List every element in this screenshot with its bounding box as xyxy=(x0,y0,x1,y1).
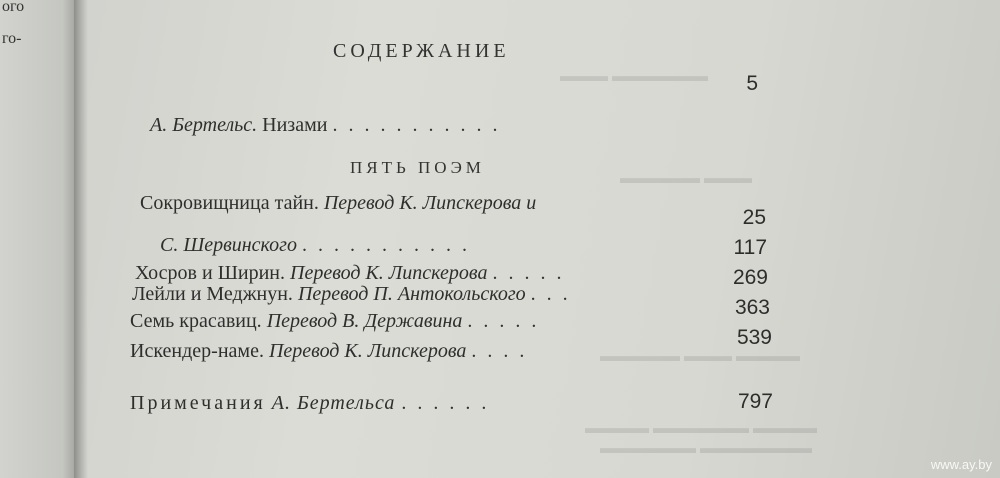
show-through-text: ▬▬▬▬ ▬▬▬▬▬▬ ▬▬▬▬ xyxy=(585,420,817,437)
entry-page-number: 539 xyxy=(736,326,772,349)
intro-author: А. Бертельс. xyxy=(150,114,258,136)
show-through-text: ▬▬▬▬▬ ▬▬▬ ▬▬▬▬ xyxy=(600,348,800,365)
leader-dots: ..... xyxy=(467,310,548,332)
notes-entry xyxy=(130,392,497,415)
watermark: www.ay.by xyxy=(930,457,992,472)
entry-title: Искендер-наме. xyxy=(130,340,264,362)
facing-page-fragment: го- xyxy=(2,30,22,47)
leader-dots: ........... xyxy=(301,234,478,256)
notes-label: Примечания xyxy=(130,392,266,414)
facing-page-fragment: ого xyxy=(2,0,25,15)
entry-page-number: 269 xyxy=(732,266,768,289)
facing-page xyxy=(0,0,78,478)
entry-translator: Перевод П. Антокольского xyxy=(297,283,526,305)
intro-page-number: 5 xyxy=(746,72,758,95)
toc-entry xyxy=(132,283,579,306)
entry-translator: Перевод К. Липскерова и xyxy=(323,192,537,214)
entry-title: Семь красавиц. xyxy=(130,310,262,332)
book-gutter xyxy=(74,0,88,478)
contents-title: СОДЕРЖАНИЕ xyxy=(333,40,510,62)
toc-entry-continued xyxy=(160,234,478,257)
entry-title: Лейли и Меджнун. xyxy=(132,283,293,305)
toc-entry xyxy=(130,340,535,363)
show-through-text: ▬▬▬ ▬▬▬▬▬▬ xyxy=(560,68,708,85)
section-title: ПЯТЬ ПОЭМ xyxy=(350,158,485,177)
entry-title: Сокровищница тайн. xyxy=(140,192,319,214)
toc-entry xyxy=(135,262,572,285)
leader-dots: ..... xyxy=(492,262,573,284)
entry-page-number: 363 xyxy=(734,296,770,319)
entry-page-number: 117 xyxy=(733,236,767,259)
show-through-text: ▬▬▬▬▬ ▬▬▬ xyxy=(620,170,752,187)
entry-translator: Перевод В. Державина xyxy=(266,310,463,332)
show-through-text: ▬▬▬▬▬▬ ▬▬▬▬▬▬▬ xyxy=(600,440,812,457)
entry-translator: Перевод К. Липскерова xyxy=(290,262,488,284)
notes-author: А. Бертельса xyxy=(271,392,396,414)
intro-title: Низами xyxy=(262,114,328,136)
entry-translator-continued: С. Шервинского xyxy=(160,234,297,256)
leader-dots: .... xyxy=(471,340,536,362)
intro-entry xyxy=(150,114,508,137)
entry-translator: Перевод К. Липскерова xyxy=(268,340,467,362)
toc-entry xyxy=(140,192,536,215)
entry-page-number: 25 xyxy=(742,206,766,229)
entry-title: Хосров и Ширин. xyxy=(135,262,285,284)
leader-dots: ........... xyxy=(332,114,509,136)
notes-page-number: 797 xyxy=(737,390,773,413)
toc-entry xyxy=(130,310,547,333)
leader-dots: ... xyxy=(530,283,579,305)
leader-dots: ...... xyxy=(401,392,498,414)
